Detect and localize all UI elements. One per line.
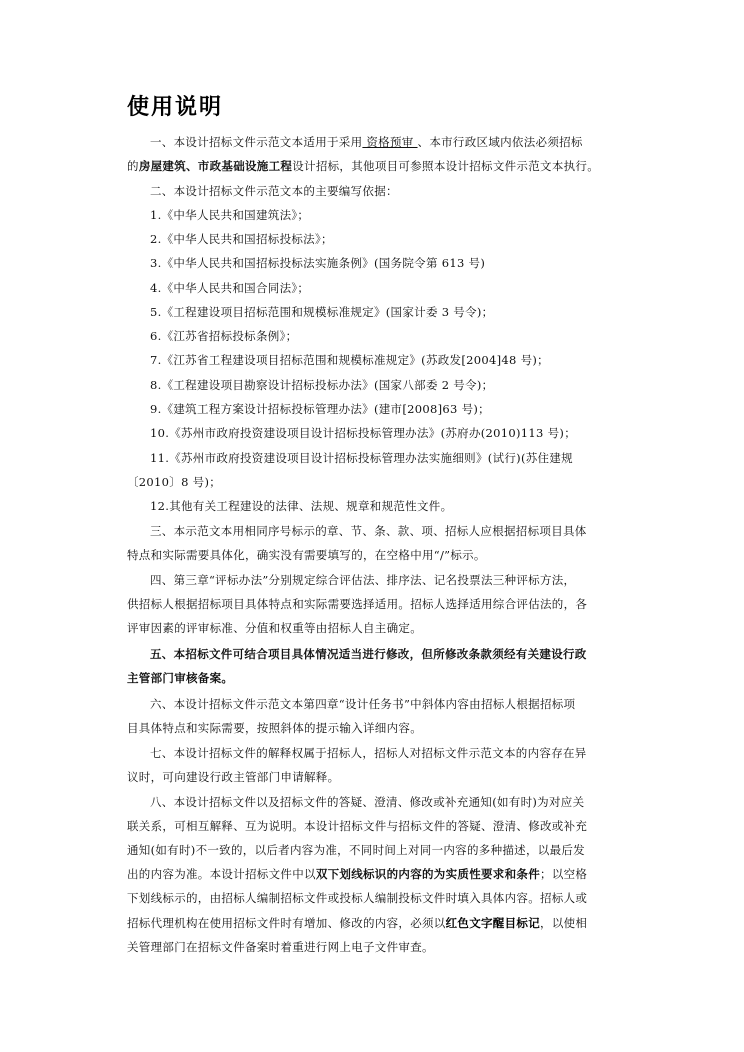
para8-bold-requirement: 双下划线标识的内容的为实质性要求和条件	[315, 867, 541, 881]
para5-line2: 主管部门审核备案。	[127, 671, 234, 685]
para8-line1: 八、本设计招标文件以及招标文件的答疑、澄清、修改或补充通知(如有时)为对应关	[150, 795, 585, 809]
para4-line1: 四、第三章“评标办法”分别规定综合评估法、排序法、记名投票法三种评标方法，	[150, 573, 576, 587]
basis-item-12: 12.其他有关工程建设的法律、法规、规章和规范性文件。	[150, 499, 453, 513]
para8-text-a: 出的内容为准。本设计招标文件中以	[127, 867, 316, 881]
basis-item-11-line2: 〔2010〕8 号)；	[127, 475, 222, 489]
para8-line2: 联关系，可相互解释、互为说明。本设计招标文件与招标文件的答疑、澄清、修改或补充	[127, 819, 588, 833]
basis-item: 3.《中华人民共和国招标投标法实施条例》(国务院令第 613 号)	[150, 256, 486, 270]
basis-item: 1.《中华人民共和国建筑法》；	[150, 208, 310, 222]
para1-line2	[127, 158, 647, 174]
para8-line4	[127, 866, 647, 882]
para8-bold-red-mark: 红色文字醒目标记	[445, 916, 541, 930]
para2-heading: 二、本设计招标文件示范文本的主要编写依据：	[150, 184, 398, 198]
para8-text-d: ，以使相	[540, 916, 588, 930]
page-title: 使用说明	[127, 95, 224, 120]
para4-line3: 评审因素的评审标准、分值和权重等由招标人自主确定。	[127, 621, 422, 635]
underlined-field: 资格预审	[362, 135, 418, 149]
para8-line6	[127, 915, 647, 931]
para8-line3: 通知(如有时)不一致的，以后者内容为准，不同时间上对同一内容的多种描述，以最后发	[127, 843, 585, 857]
para8-line5: 下划线标示的，由招标人编制招标文件或投标人编制投标文件时填入具体内容。招标人或	[127, 891, 588, 905]
para4-line2: 供招标人根据招标项目具体特点和实际需要选择适用。招标人选择适用综合评估法的，各	[127, 597, 588, 611]
basis-item: 4.《中华人民共和国合同法》；	[150, 281, 310, 295]
basis-item: 5.《工程建设项目招标范围和规模标准规定》(国家计委 3 号令)；	[150, 305, 494, 319]
para3-line2: 特点和实际需要具体化，确实没有需要填写的，在空格中用“/”标示。	[127, 548, 486, 562]
basis-item-11-line1: 11.《苏州市政府投资建设项目设计招标投标管理办法实施细则》(试行)(苏住建规	[150, 451, 573, 465]
basis-item: 8.《工程建设项目勘察设计招标投标办法》(国家八部委 2 号令)；	[150, 378, 494, 392]
para8-text-b: ；以空格	[540, 867, 588, 881]
para1-text-c: 的	[127, 159, 139, 173]
basis-item: 7.《江苏省工程建设项目招标范围和规模标准规定》(苏政发[2004]48 号)；	[150, 353, 549, 367]
para8-text-c: 招标代理机构在使用招标文件时有增加、修改的内容，必须以	[127, 916, 446, 930]
para6-line1: 六、本设计招标文件示范文本第四章“设计任务书”中斜体内容由招标人根据招标项	[150, 697, 576, 711]
para6-line2: 目具体特点和实际需要，按照斜体的提示输入详细内容。	[127, 721, 422, 735]
para1-text-d: 设计招标，其他项目可参照本设计招标文件示范文本执行。	[292, 159, 600, 173]
para8-line7: 关管理部门在招标文件备案时着重进行网上电子文件审查。	[127, 940, 434, 954]
basis-item: 10.《苏州市政府投资建设项目设计招标投标管理办法》(苏府办(2010)113 号)；	[150, 426, 577, 440]
para7-line1: 七、本设计招标文件的解释权属于招标人，招标人对招标文件示范文本的内容存在异	[150, 746, 587, 760]
basis-item: 9.《建筑工程方案设计招标投标管理办法》(建市[2008]63 号)；	[150, 402, 490, 416]
para3-line1: 三、本示范文本用相同序号标示的章、节、条、款、项、招标人应根据招标项目具体	[150, 524, 587, 538]
basis-item: 2.《中华人民共和国招标投标法》；	[150, 232, 333, 246]
para7-line2: 议时，可向建设行政主管部门申请解释。	[127, 770, 340, 784]
para1-line1	[150, 134, 647, 150]
basis-item: 6.《江苏省招标投标条例》；	[150, 329, 298, 343]
para1-text-b: 、本市行政区域内依法必须招标	[417, 135, 583, 149]
para1-text-a: 一、本设计招标文件示范文本适用于采用	[150, 135, 363, 149]
para1-bold: 房屋建筑、市政基础设施工程	[138, 159, 293, 173]
para5-line1: 五、本招标文件可结合项目具体情况适当进行修改，但所修改条款须经有关建设行政	[150, 647, 587, 661]
